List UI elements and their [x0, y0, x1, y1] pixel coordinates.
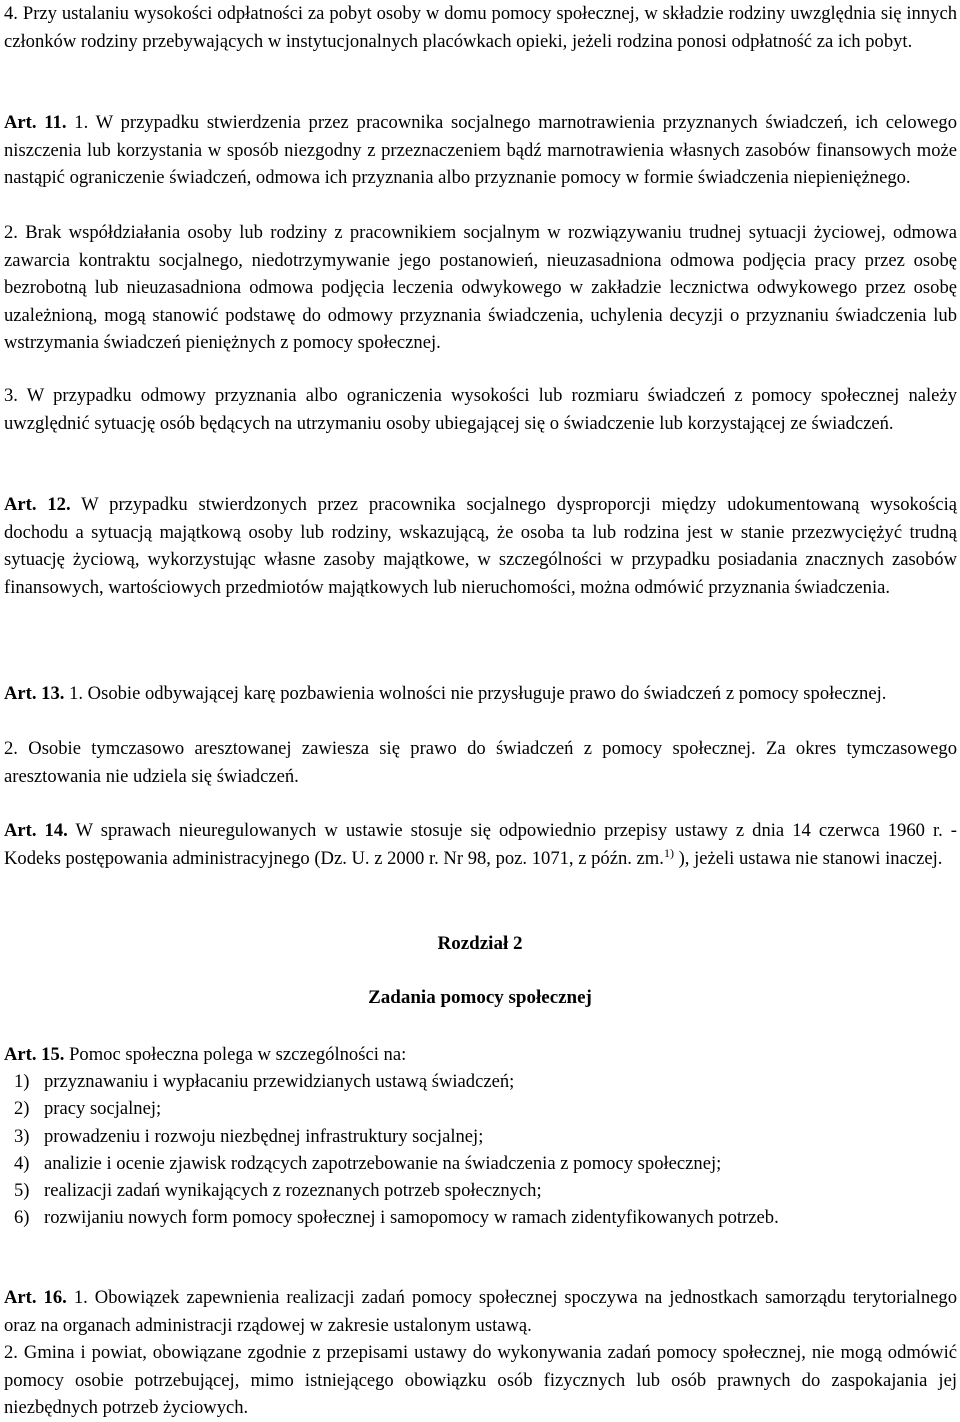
list-item-number: 4) — [14, 1152, 30, 1174]
list-item — [4, 1123, 957, 1150]
art-15-list — [4, 1068, 957, 1232]
paragraph-4: 4. Przy ustalaniu wysokości odpłatności za pobyt osoby w domu pomocy społecznej, w składzie rodziny uwzględnia się innych członków rodziny przebywających w instytucjonalnych placówkach opieki, jeżeli rodzina ponosi odpłatność za ich pobyt. — [4, 3, 957, 52]
art-11-paragraph-1 — [4, 109, 957, 192]
footnote-marker: 1) — [663, 845, 674, 860]
art-14-label: Art. 14. — [4, 820, 68, 841]
art-12-paragraph — [4, 491, 957, 601]
list-item-text: rozwijaniu nowych form pomocy społecznej i samopomocy w ramach zidentyfikowanych potrzeb. — [44, 1207, 779, 1229]
list-item — [4, 1068, 957, 1095]
list-item-text: analizie i ocenie zjawisk rodzących zapotrzebowanie na świadczenia z pomocy społecznej; — [44, 1152, 722, 1174]
art-14-paragraph — [4, 817, 957, 872]
list-item-number: 3) — [14, 1125, 30, 1147]
art-15-intro-text: Pomoc społeczna polega w szczególności na: — [69, 1044, 407, 1065]
chapter-title: Zadania pomocy społecznej — [368, 987, 592, 1008]
list-item — [4, 1150, 957, 1177]
list-item-number: 1) — [14, 1071, 30, 1092]
art-15-intro — [4, 1041, 957, 1069]
art-16-label: Art. 16. — [4, 1287, 67, 1308]
art-14-tail: ), jeżeli ustawa nie stanowi inaczej. — [678, 847, 943, 869]
art-13-paragraph-2: 2. Osobie tymczasowo aresztowanej zawiesza się prawo do świadczeń z pomocy społecznej. Za okres tymczasowego aresztowania nie udziela się świadczeń. — [4, 738, 957, 787]
chapter-number: Rozdział 2 — [437, 933, 523, 954]
art-13-text-1: 1. Osobie odbywającej karę pozbawienia wolności nie przysługuje prawo do świadczeń z pomocy społecznej. — [69, 683, 887, 704]
list-item-number: 6) — [14, 1207, 30, 1229]
list-item-text: realizacji zadań wynikających z rozeznanych potrzeb społecznych; — [44, 1180, 542, 1202]
list-item — [4, 1204, 957, 1231]
art-12-label: Art. 12. — [4, 494, 71, 515]
art-14-text: W sprawach nieuregulowanych w ustawie stosuje się odpowiednio przepisy ustawy z dnia 14 czerwca 1960 r. - Kodeks postępowania administracyjnego (Dz. U. z 2000 r. Nr 98, poz. 1071, z późn. zm. — [4, 820, 957, 869]
art-15-label: Art. 15. — [4, 1044, 65, 1065]
art-16-text-1: 1. Obowiązek zapewnienia realizacji zadań pomocy społecznej spoczywa na jednostkach samorządu terytorialnego oraz na organach administracji rządowej w zakresie ustalonym ustawą. — [4, 1287, 957, 1336]
art-11-paragraph-2: 2. Brak współdziałania osoby lub rodziny z pracownikiem socjalnym w rozwiązywaniu trudnej sytuacji życiowej, odmowa zawarcia kontraktu socjalnego, niedotrzymywanie jego postanowień, nieuzasadniona odmowa podjęcia pracy przez osobę bezrobotną lub nieuzasadniona odmowa podjęcia leczenia odwykowego w zakładzie lecznictwa odwykowego przez osobę uzależnioną, mogą stanowić podstawę do odmowy przyznania świadczenia, uchylenia decyzji o przyznaniu świadczenia lub wstrzymania świadczeń pieniężnych z pomocy społecznej. — [4, 222, 957, 353]
art-13-paragraph-1 — [4, 680, 957, 708]
list-item-text: prowadzeniu i rozwoju niezbędnej infrastruktury socjalnej; — [44, 1125, 484, 1147]
list-item — [4, 1095, 957, 1122]
art-11-text-1: 1. W przypadku stwierdzenia przez pracownika socjalnego marnotrawienia przyznanych świadczeń, ich celowego niszczenia lub korzystania w sposób niezgodny z przeznaczeniem bądź marnotrawienia własnych zasobów finansowych może nastąpić ograniczenie świadczeń, odmowa ich przyznania albo przyznanie pomocy w formie świadczenia niepieniężnego. — [4, 112, 958, 188]
list-item-text: pracy socjalnej; — [44, 1098, 162, 1120]
art-11-label: Art. 11. — [4, 112, 67, 133]
list-item — [4, 1177, 957, 1204]
list-item-text: przyznawaniu i wypłacaniu przewidzianych ustawą świadczeń; — [44, 1071, 515, 1092]
art-11-paragraph-3: 3. W przypadku odmowy przyznania albo ograniczenia wysokości lub rozmiaru świadczeń z pomocy społecznej należy uwzględnić sytuację osób będących na utrzymaniu osoby ubiegającej się o świadczenie lub korzystającej ze świadczeń. — [4, 385, 957, 434]
list-item-number: 2) — [14, 1098, 30, 1120]
art-16-paragraph-2: 2. Gmina i powiat, obowiązane zgodnie z przepisami ustawy do wykonywania zadań pomocy społecznej, nie mogą odmówić pomocy osobie potrzebującej, mimo istniejącego obowiązku osób fizycznych lub osób prawnych do zaspokajania jej niezbędnych potrzeb życiowych. — [4, 1342, 957, 1418]
art-12-text: W przypadku stwierdzonych przez pracownika socjalnego dysproporcji między udokumentowaną wysokością dochodu a sytuacją majątkową osoby lub rodziny, wskazującą, że osoba ta lub rodzina jest w stanie przezwyciężyć trudną sytuację życiową, wykorzystując własne zasoby majątkowe, w szczególności w przypadku posiadania znacznych zasobów finansowych, wartościowych przedmiotów majątkowych lub nieruchomości, można odmówić przyznania świadczenia. — [4, 494, 957, 598]
art-16-paragraph-1 — [4, 1284, 957, 1339]
list-item-number: 5) — [14, 1180, 30, 1202]
art-13-label: Art. 13. — [4, 683, 65, 704]
